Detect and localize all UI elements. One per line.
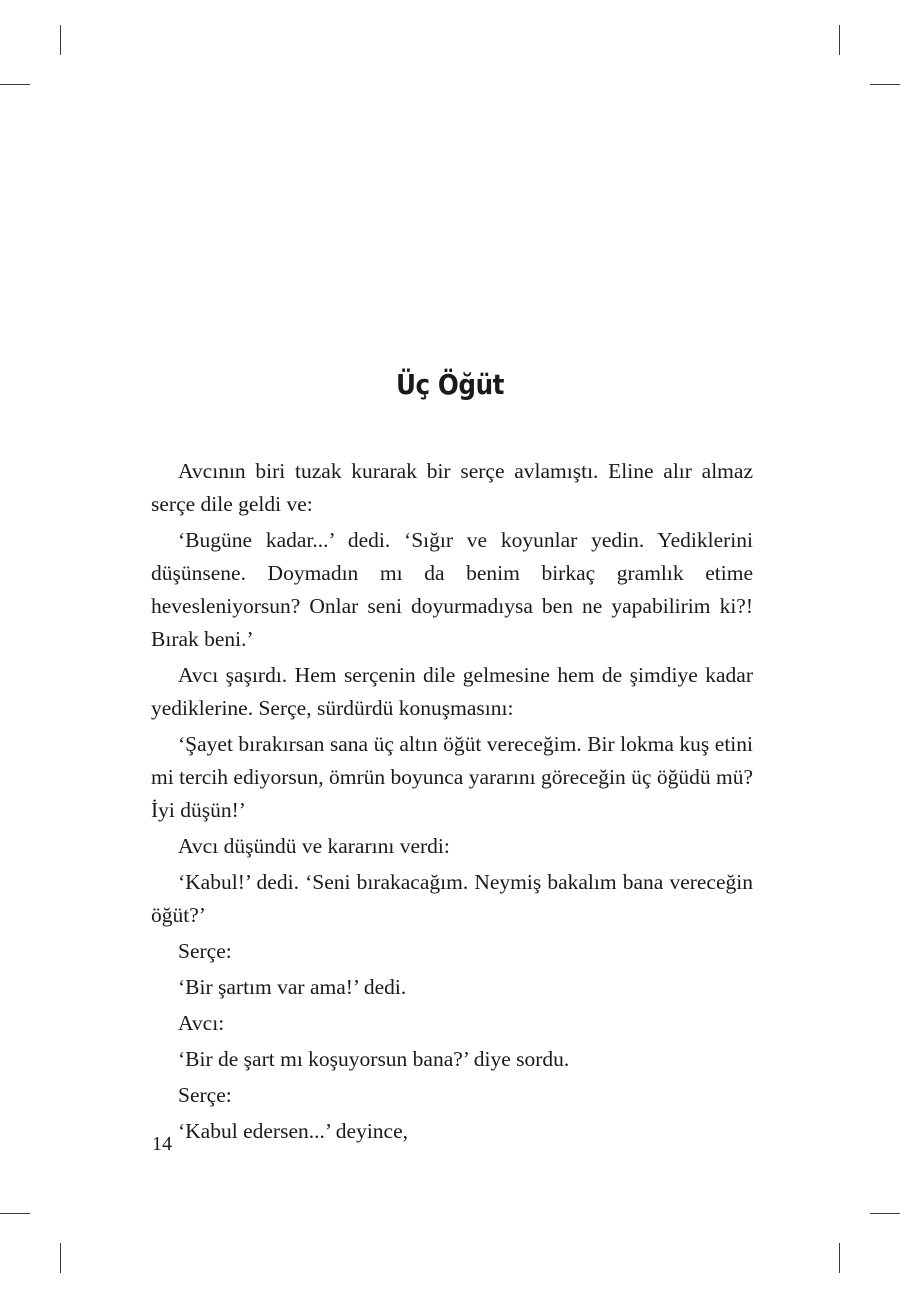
paragraph: Avcının biri tuzak kurarak bir serçe avlamıştı. Eline alır almaz serçe dile geldi ve: [151,459,753,516]
paragraph: ‘Şayet bırakırsan sana üç altın öğüt vereceğim. Bir lokma kuş etini mi tercih ediyorsun, ömrün boyunca yararını göreceğin üç öğüdü mü? İyi düşün!’ [151,732,753,822]
paragraph: Avcı: [178,1011,225,1035]
paragraph: Serçe: [178,939,232,963]
crop-mark-top-left [60,25,61,55]
paragraph: Avcı düşündü ve kararını verdi: [178,834,450,858]
story-text [151,455,753,1151]
crop-mark-bottom-right [839,1243,840,1273]
paragraph: ‘Bugüne kadar...’ dedi. ‘Sığır ve koyunlar yedin. Yediklerini düşünsene. Doymadın mı da benim birkaç gramlık etime hevesleniyorsun? Onlar seni doyurmadıysa ben ne yapabilirim ki?! Bırak beni.’ [151,528,753,651]
paragraph: ‘Kabul!’ dedi. ‘Seni bırakacağım. Neymiş bakalım bana vereceğin öğüt?’ [151,870,753,927]
crop-mark-bottom-right-horizontal [870,1213,900,1214]
crop-mark-bottom-left-horizontal [0,1213,30,1214]
crop-mark-top-left-horizontal [0,84,30,85]
paragraph: ‘Bir şartım var ama!’ dedi. [178,975,407,999]
paragraph: Serçe: [178,1083,232,1107]
page-number: 14 [152,1133,172,1155]
crop-mark-top-right [839,25,840,55]
paragraph: ‘Kabul edersen...’ deyince, [178,1119,409,1143]
paragraph: Avcı şaşırdı. Hem serçenin dile gelmesine hem de şimdiye kadar yediklerine. Serçe, sürdürdü konuşmasını: [151,663,753,720]
paragraph: ‘Bir de şart mı koşuyorsun bana?’ diye sordu. [178,1047,570,1071]
chapter-title: Üç Öğüt [395,368,505,401]
crop-mark-top-right-horizontal [870,84,900,85]
crop-mark-bottom-left [60,1243,61,1273]
